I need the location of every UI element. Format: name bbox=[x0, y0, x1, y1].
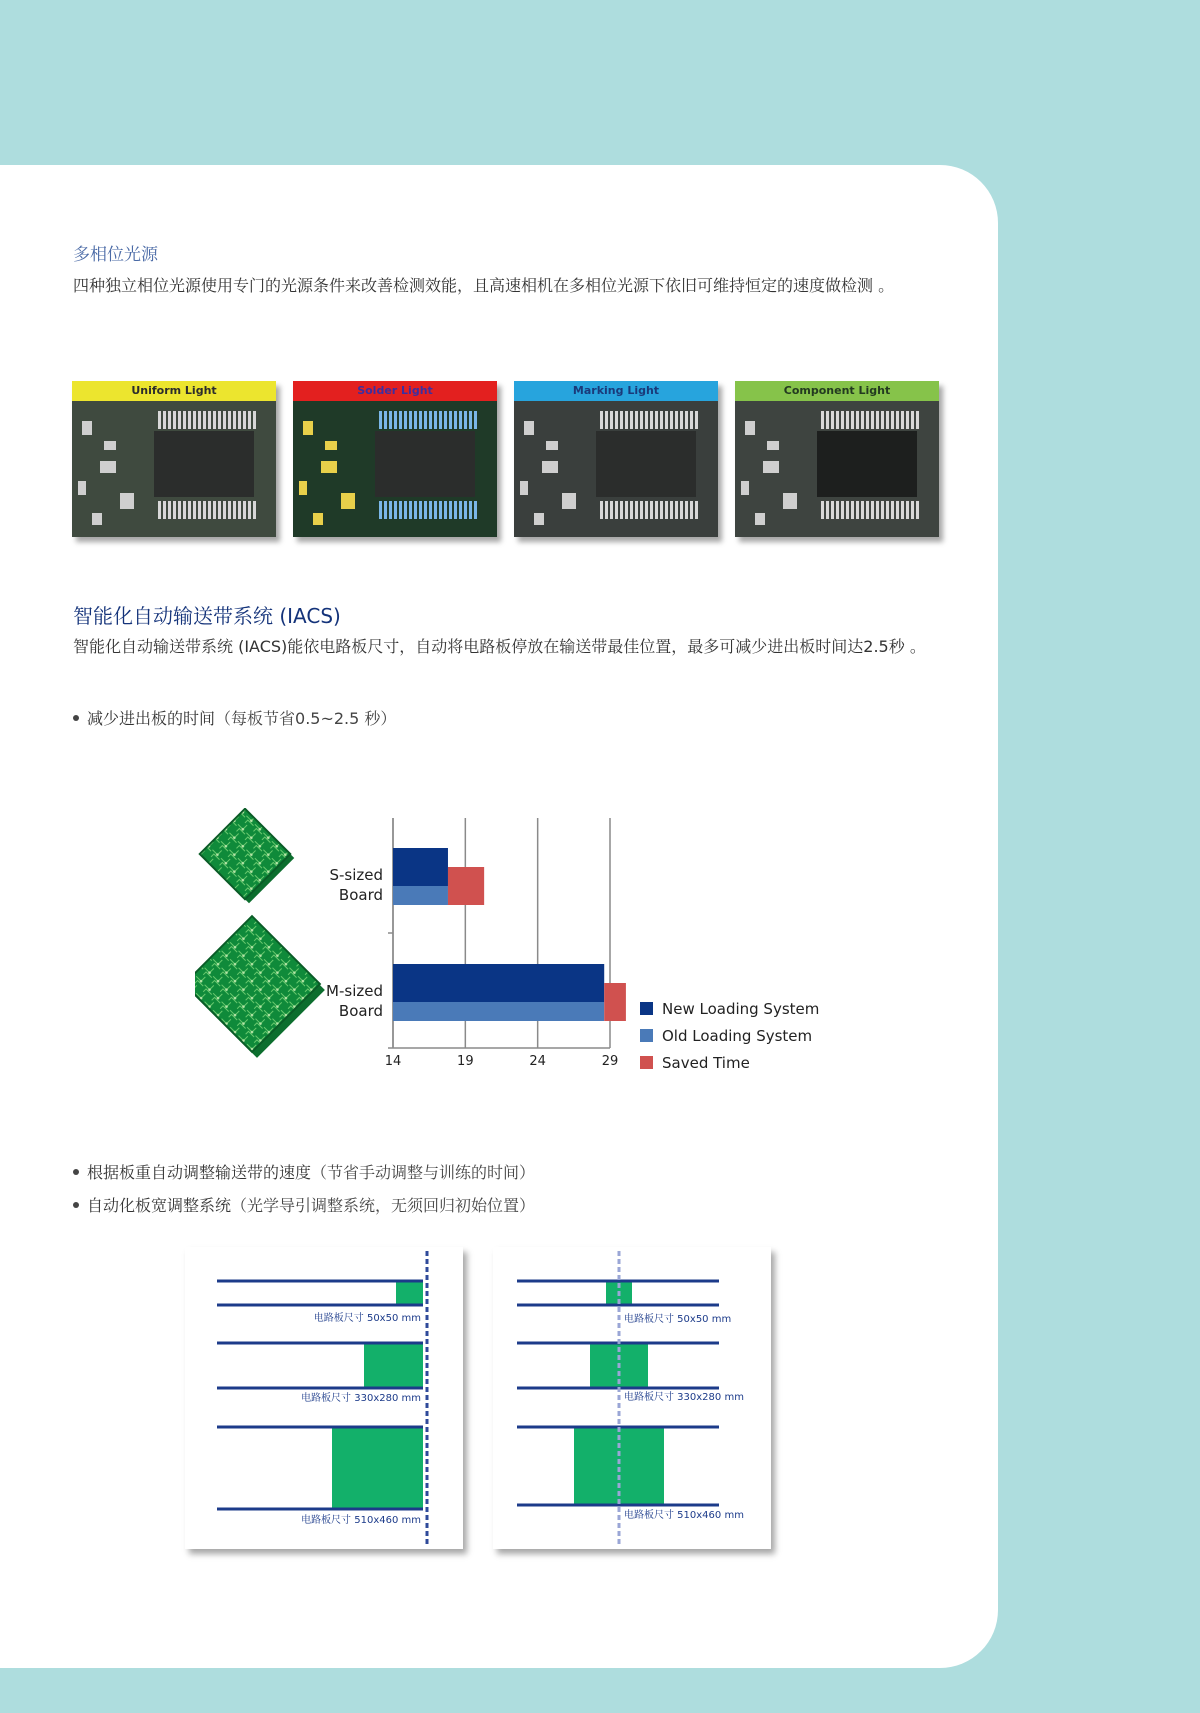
light-label: Uniform Light bbox=[72, 381, 276, 401]
pcb-photo-svg bbox=[735, 401, 939, 537]
pcb-photo bbox=[293, 401, 497, 537]
legend-swatch bbox=[640, 1029, 653, 1042]
x-tick-label: 19 bbox=[457, 1054, 474, 1069]
small-pcb-icon bbox=[200, 809, 295, 904]
section-body-multiphase-light: 四种独立相位光源使用专门的光源条件来改善检测效能，且高速相机在多相位光源下依旧可维持恒定的速度做检测 。 bbox=[73, 276, 895, 295]
bar-new-loading bbox=[393, 848, 448, 886]
category-label: M-sized bbox=[326, 982, 383, 1000]
light-panel-4 bbox=[735, 381, 939, 537]
pcb-illustrations bbox=[195, 808, 335, 1058]
medium-pcb-icon bbox=[195, 916, 325, 1058]
x-tick-label: 24 bbox=[529, 1054, 546, 1069]
board-size-label: 电路板尺寸 330x280 mm bbox=[624, 1392, 744, 1403]
x-tick-label: 29 bbox=[601, 1054, 619, 1069]
loading-time-chart bbox=[320, 810, 820, 1070]
legend-label: Saved Time bbox=[662, 1054, 750, 1070]
light-label: Solder Light bbox=[293, 381, 497, 401]
bar-old-loading bbox=[393, 1002, 604, 1021]
bar-old-loading bbox=[393, 886, 448, 905]
board-medium bbox=[364, 1343, 423, 1388]
width-diagram-new-svg bbox=[493, 1247, 771, 1549]
pcb-photo bbox=[514, 401, 718, 537]
board-size-label: 电路板尺寸 50x50 mm bbox=[313, 1313, 421, 1324]
board-size-label: 电路板尺寸 50x50 mm bbox=[624, 1314, 732, 1325]
chip-body bbox=[817, 431, 917, 497]
pcb-photo bbox=[735, 401, 939, 537]
category-label: Board bbox=[338, 1002, 383, 1020]
pcb-photo bbox=[72, 401, 276, 537]
category-label: S-sized bbox=[329, 866, 383, 884]
bullet-dot bbox=[73, 1169, 79, 1175]
light-panel-1 bbox=[72, 381, 276, 537]
section-title-multiphase-light: 多相位光源 bbox=[73, 245, 158, 265]
section-title-iacs: 智能化自动输送带系统 (IACS) bbox=[73, 604, 341, 628]
section-body-iacs: 智能化自动输送带系统 (IACS)能依电路板尺寸，自动将电路板停放在输送带最佳位置，最多可减少进出板时间达2.5秒 。 bbox=[73, 637, 926, 656]
width-diagram-old bbox=[185, 1247, 463, 1549]
bar-saved-time bbox=[604, 983, 626, 1021]
board-small bbox=[396, 1281, 423, 1305]
bullet-auto-width bbox=[73, 1193, 535, 1216]
width-diagram-old-svg bbox=[185, 1247, 463, 1549]
chip-body bbox=[596, 431, 696, 497]
legend-swatch bbox=[640, 1056, 653, 1069]
bar-saved-time bbox=[448, 867, 484, 905]
light-label: Marking Light bbox=[514, 381, 718, 401]
bullet-text: 减少进出板的时间 bbox=[87, 709, 216, 728]
category-label: Board bbox=[338, 886, 383, 904]
light-label: Component Light bbox=[735, 381, 939, 401]
chip-body bbox=[375, 431, 475, 497]
bullet-reduce-loading-time bbox=[73, 706, 396, 729]
bullet-paren: （节省手动调整与训练的时间） bbox=[311, 1163, 536, 1182]
chip-body bbox=[154, 431, 254, 497]
bullet-text: 自动化板宽调整系统 bbox=[87, 1196, 232, 1215]
legend-swatch bbox=[640, 1002, 653, 1015]
bullet-paren: （每板节省0.5~2.5 秒） bbox=[215, 709, 397, 728]
board-size-label: 电路板尺寸 330x280 mm bbox=[301, 1393, 421, 1404]
legend-label: New Loading System bbox=[662, 1000, 820, 1018]
board-large bbox=[332, 1427, 423, 1509]
legend-label: Old Loading System bbox=[662, 1027, 813, 1045]
bullet-text: 根据板重自动调整输送带的速度 bbox=[87, 1163, 312, 1182]
width-diagram-new bbox=[493, 1247, 771, 1549]
bullet-dot bbox=[73, 715, 79, 721]
light-panel-2 bbox=[293, 381, 497, 537]
board-size-label: 电路板尺寸 510x460 mm bbox=[301, 1515, 421, 1526]
x-tick-label: 14 bbox=[384, 1054, 402, 1069]
pcb-photo-svg bbox=[514, 401, 718, 537]
pcb-photo-svg bbox=[72, 401, 276, 537]
light-panel-3 bbox=[514, 381, 718, 537]
bullet-paren: （光学导引调整系统，无须回归初始位置） bbox=[231, 1196, 536, 1215]
pcb-photo-svg bbox=[293, 401, 497, 537]
bullet-dot bbox=[73, 1202, 79, 1208]
bar-new-loading bbox=[393, 964, 604, 1002]
bullet-auto-speed bbox=[73, 1160, 535, 1183]
board-size-label: 电路板尺寸 510x460 mm bbox=[624, 1510, 744, 1521]
